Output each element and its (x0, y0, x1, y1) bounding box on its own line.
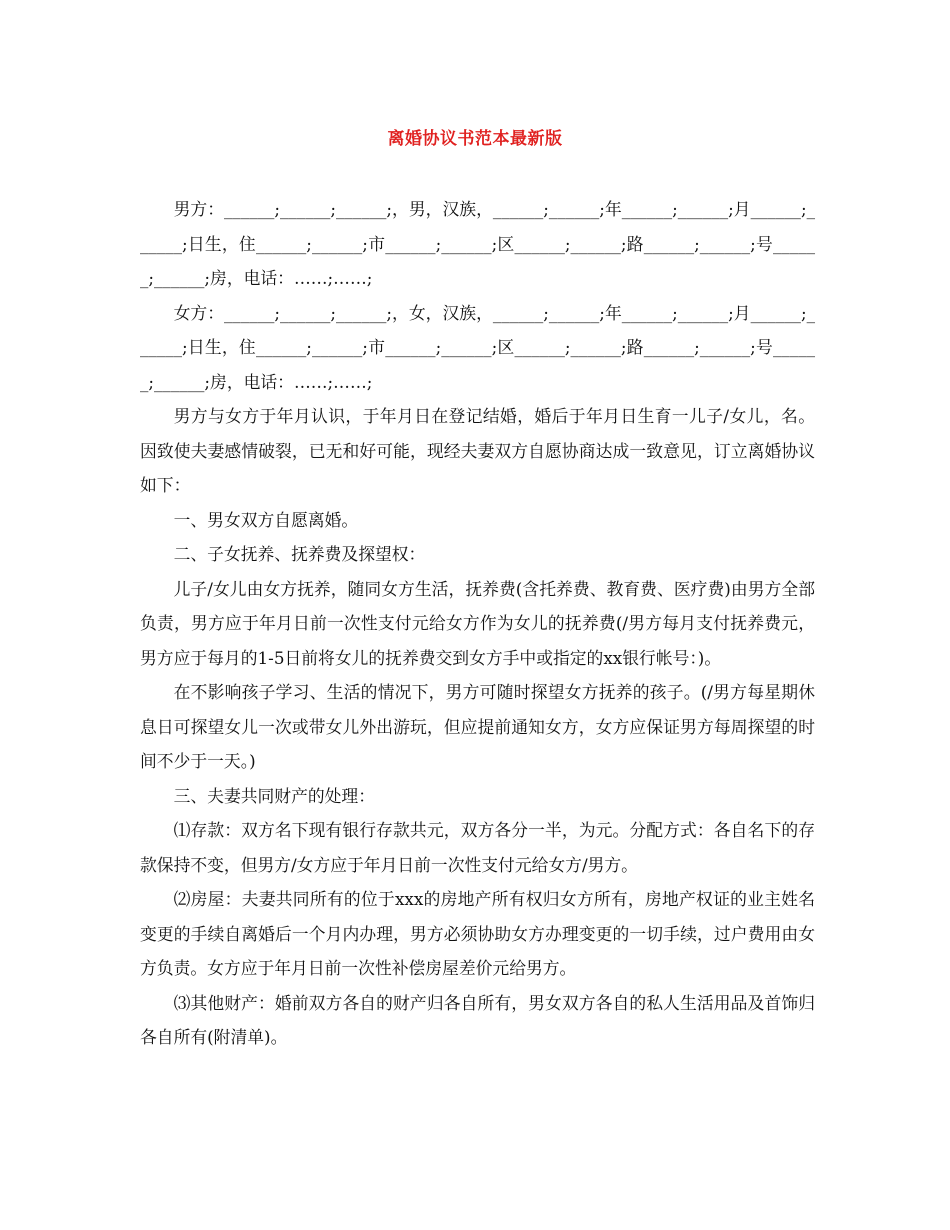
paragraph-male-party-info: 男方：______;______;______;，男，汉族，______;______;年______;______;月______;______;日生，住______;______;市______;______;区______;______;路______;______;号______;______;房，电话：……;……; (140, 199, 815, 288)
paragraph-clause-3-heading: 三、夫妻共同财产的处理： (173, 785, 375, 806)
paragraph-female-party-info: 女方：______;______;______;，女，汉族，______;______;年______;______;月______;______;日生，住______;______;市______;______;区______;______;路______;______;号______;______;房，电话：……;……; (140, 302, 815, 392)
paragraph-visitation: 在不影响孩子学习、生活的情况下，男方可随时探望女方抚养的孩子。(/男方每星期休息日可探望女儿一次或带女儿外出游玩，但应提前通知女方，女方应保证男方每周探望的时间不少于一天。) (140, 682, 815, 771)
paragraph-marriage-background: 男方与女方于年月认识，于年月日在登记结婚，婚后于年月日生育一儿子/女儿，名。因致使夫妻感情破裂，已无和好可能，现经夫妻双方自愿协商达成一致意见，订立离婚协议如下： (140, 406, 815, 495)
document-body (140, 192, 815, 1055)
document-title: 离婚协议书范本最新版 (387, 129, 563, 149)
paragraph-other-property: ⑶其他财产：婚前双方各自的财产归各自所有，男女双方各自的私人生活用品及首饰归各自所有(附清单)。 (140, 992, 815, 1047)
paragraph-deposits: ⑴存款：双方名下现有银行存款共元，双方各分一半，为元。分配方式：各自名下的存款保持不变，但男方/女方应于年月日前一次性支付元给女方/男方。 (140, 820, 815, 875)
paragraph-house: ⑵房屋：夫妻共同所有的位于xxx的房地产所有权归女方所有，房地产权证的业主姓名变更的手续自离婚后一个月内办理，男方必须协助女方办理变更的一切手续，过户费用由女方负责。女方应于年月日前一次性补偿房屋差价元给男方。 (140, 889, 815, 978)
paragraph-clause-2-heading: 二、子女抚养、抚养费及探望权： (173, 544, 426, 564)
paragraph-child-support: 儿子/女儿由女方抚养，随同女方生活，抚养费(含托养费、教育费、医疗费)由男方全部负责，男方应于年月日前一次性支付元给女方作为女儿的抚养费(/男方每月支付抚养费元，男方应于每月的1-5日前将女儿的抚养费交到女方手中或指定的xx银行帐号：)。 (140, 578, 815, 668)
paragraph-clause-1: 一、男女双方自愿离婚。 (173, 509, 359, 530)
